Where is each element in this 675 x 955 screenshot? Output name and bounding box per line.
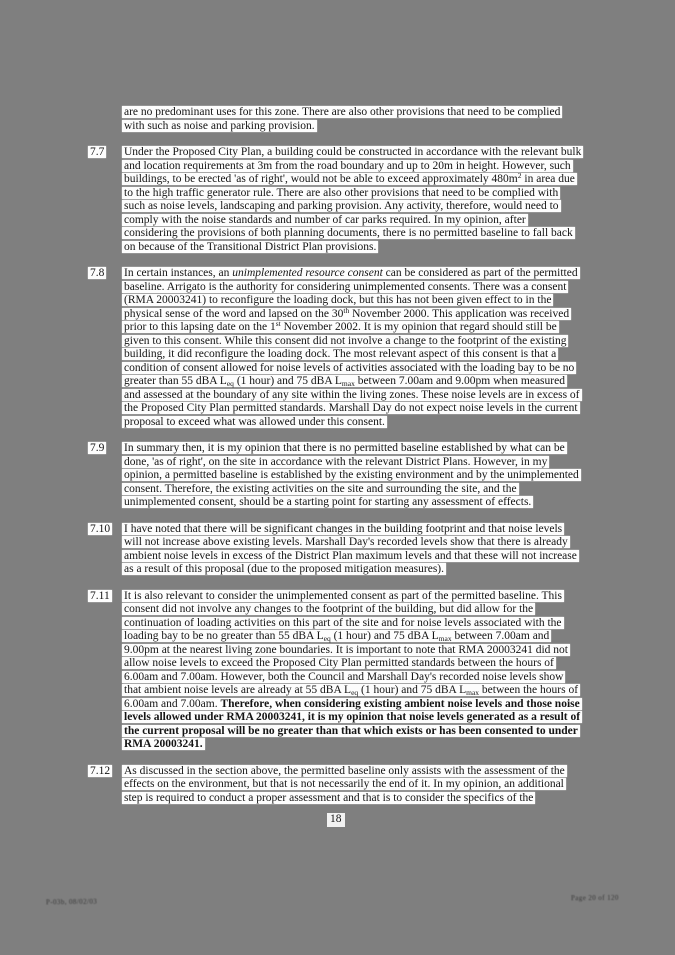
paragraph-row — [88, 146, 584, 254]
paragraph-text — [122, 146, 582, 254]
highlighted-text: It is also relevant to consider the unimplemented consent as part of the permitted baseline. This consent did not involve any changes to the footprint of the building, but did allow for the continuation of loading activities on this part of the site and for noise levels associated with the loading bay to be no greater than 55 dBA $L_{eq}$ (1 hour) and 75 dBA $L_{max}$ between 7.00am and 9.00pm at the nearest living zone boundaries. It is important to note that RMA 20003241 did not allow noise levels to exceed the Proposed City Plan permitted standards between the hours of 6.00am and 7.00am. However, both the Council and Marshall Day's recorded noise levels show that ambient noise levels are already at 55 dBA $L_{eq}$ (1 hour) and 75 dBA $L_{max}$ between the hours of 6.00am and 7.00am. Therefore, when considering existing ambient noise levels and those noise levels allowed under RMA 20003241, it is my opinion that noise levels generated as a result of the current proposal will be no greater than that which exists or has been consented to under RMA 20003241. — [124, 589, 581, 750]
paragraph-number: 7.11 — [90, 589, 110, 602]
footer-stamp-left: P-03b, 08/02/03 — [45, 897, 98, 907]
highlighted-text: I have noted that there will be significant changes in the building footprint and that noise levels will not increase above existing levels. Marshall Day's recorded levels show that there is already ambient noise levels in excess of the District Plan maximum levels and that these will not increase as a result of this proposal (due to the proposed mitigation measures). — [124, 522, 577, 575]
paragraph-row — [88, 442, 584, 510]
paragraph-row — [88, 590, 584, 752]
paragraph-text — [122, 765, 582, 806]
paragraph-row — [88, 267, 584, 429]
paragraph-number: 7.10 — [90, 522, 111, 535]
highlighted-text: In summary then, it is my opinion that there is no permitted baseline established by what can be done, 'as of right', on the site in accordance with the relevant District Plans. However, in my opinion, a permitted baseline is established by the existing environment and by the unimplemented consent. Therefore, the existing activities on the site and surrounding the site, and the unimplemented consent, should be a starting point for starting any assessment of effects. — [124, 442, 579, 508]
paragraph-text — [122, 442, 582, 510]
paragraph-text — [122, 523, 582, 577]
paragraph-text — [122, 106, 582, 133]
paragraph-row — [88, 765, 584, 806]
highlighted-text: Under the Proposed City Plan, a building could be constructed in accordance with the relevant bulk and location requirements at 3m from the road boundary and up to 20m in height. However, such buildings, to be erected 'as of right', would not be able to exceed approximately $480m^2$ in area due to the high traffic generator rule. There are also other provisions that need to be complied with such as noise levels, landscaping and parking provision. Any activity, therefore, would need to comply with the noise standards and number of car parks required. In my opinion, after considering the provisions of both planning documents, there is no permitted baseline to fall back on because of the Transitional District Plan provisions. — [124, 146, 582, 253]
highlighted-text: As discussed in the section above, the permitted baseline only assists with the assessment of the effects on the environment, but that is not necessarily the end of it. In my opinion, an additional step is required to conduct a proper assessment and that is to consider the specifics of the — [124, 764, 565, 804]
paragraph-number: 7.9 — [90, 442, 105, 454]
paragraph-list — [88, 106, 584, 818]
paragraph-text — [122, 590, 582, 752]
footer-stamp-right: Page 20 of 120 — [570, 893, 619, 903]
highlighted-text: are no predominant uses for this zone. There are also other provisions that need to be complied with such as noise and parking provision. — [124, 106, 561, 132]
paragraph-number: 7.7 — [90, 146, 105, 158]
paragraph-row — [88, 523, 584, 577]
highlighted-text: In certain instances, an unimplemented resource consent can be considered as part of the permitted baseline. Arrigato is the authority for considering unimplemented consents. There was a consent (RMA 20003241) to reconfigure the loading dock, but this has not been given effect to in the physical sense of the word and lapsed on the 30th November 2000. This application was received prior to this lapsing date on the 1st November 2002. It is my opinion that regard should still be given to this consent. While this consent did not involve a change to the footprint of the existing building, it did reconfigure the loading dock. The most relevant aspect of this consent is that a condition of consent allowed for noise levels of activities associated with the loading bay to be no greater than 55 dBA $L_{eq}$ (1 hour) and 75 dBA $L_{max}$ between 7.00am and 9.00pm when measured and assessed at the boundary of any site within the living zones. These noise levels are in excess of the Proposed City Plan permitted standards. Marshall Day do not expect noise levels in the current proposal to exceed what was allowed under this consent. — [124, 267, 580, 428]
paragraph-number: 7.8 — [90, 267, 105, 279]
page-number: 18 — [327, 813, 345, 827]
paragraph-text — [122, 267, 582, 429]
paragraph-row — [88, 106, 584, 133]
paragraph-number: 7.12 — [90, 764, 111, 777]
